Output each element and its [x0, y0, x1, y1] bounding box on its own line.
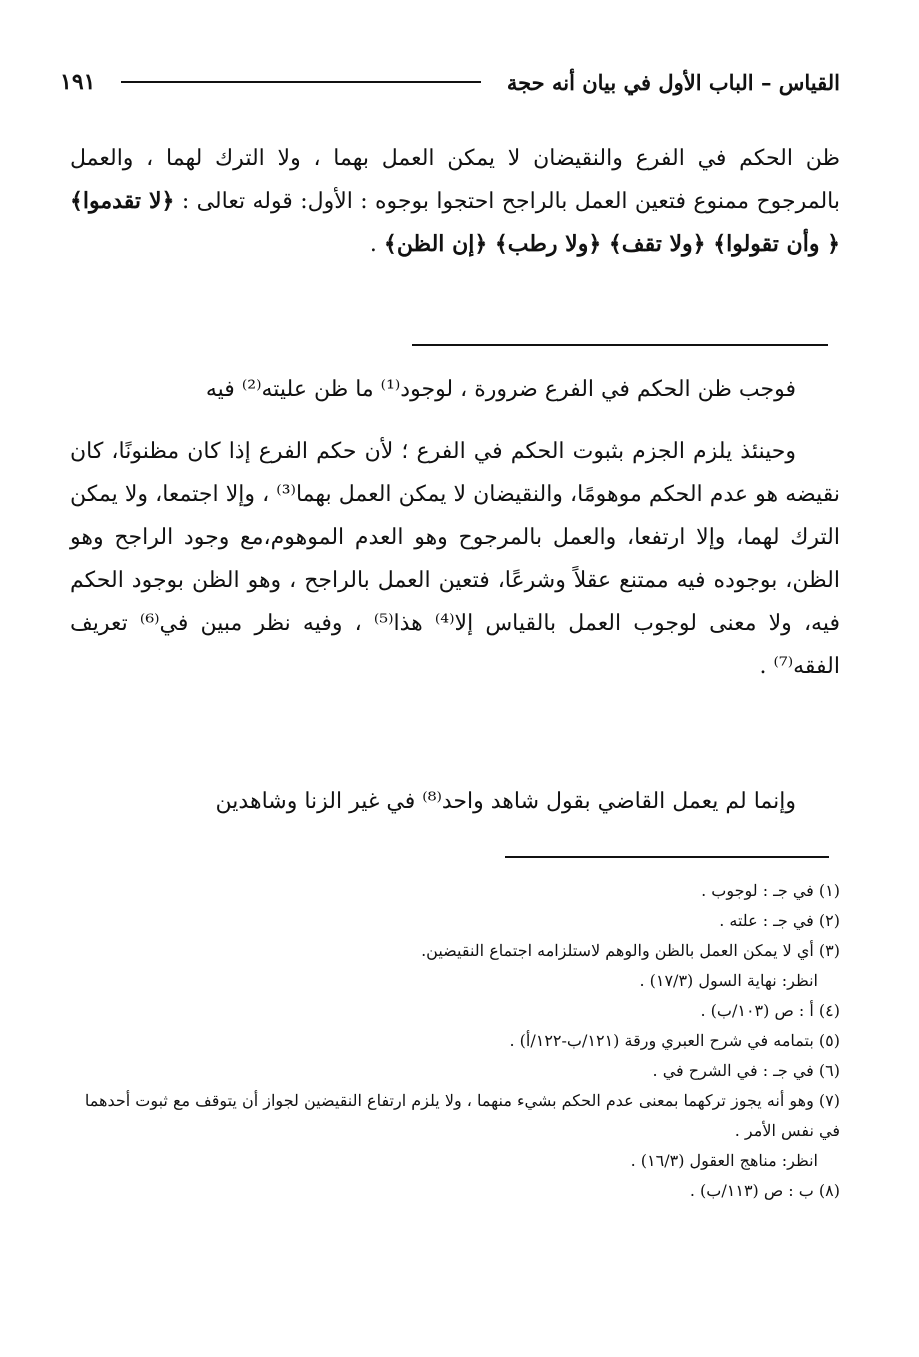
footnotes-list	[70, 876, 840, 1206]
footnote-8: (٨) ب : ص (١١٣/ب) .	[689, 1181, 840, 1200]
paragraph-4: وإنما لم يعمل القاضي بقول شاهد واحد⁽⁸⁾ في غير الزنا وشاهدين	[215, 789, 796, 814]
header-rule	[121, 81, 480, 83]
paragraph-2: فوجب ظن الحكم في الفرع ضرورة ، لوجود⁽¹⁾ ما ظن عليته⁽²⁾ فيه	[205, 377, 796, 402]
paragraph-1	[70, 137, 840, 266]
footnote-1: (١) في جـ : لوجوب .	[701, 881, 840, 900]
footnote-3-reference: انظر: نهاية السول (١٧/٣) .	[639, 971, 818, 990]
running-head: القياس – الباب الأول في بيان أنه حجة	[506, 69, 840, 95]
footnote-2: (٢) في جـ : علته .	[719, 911, 840, 930]
section-rule	[412, 344, 828, 346]
paragraph-1-end: .	[369, 232, 384, 257]
footnote-7-reference: انظر: مناهج العقول (١٦/٣) .	[630, 1151, 818, 1170]
footnote-7: (٧) وهو أنه يجوز تركهما بمعنى عدم الحكم بشيء منهما ، ولا يلزم ارتفاع النقيضين لجواز أن يتوقف مع ثبوت أحدهما في نفس الأمر .	[84, 1091, 840, 1140]
paragraph-3: وحينئذ يلزم الجزم بثبوت الحكم في الفرع ؛ لأن حكم الفرع إذا كان مظنونًا، كان نقيضه هو عدم الحكم موهومًا، والنقيضان لا يمكن العمل بهما⁽³⁾ ، وإلا اجتمعا، ولا يمكن الترك لهما، وإلا ارتفعا، والعمل بالمرجوح وهو العدم الموهوم،مع وجود الراجح وهو الظن، بوجوده فيه ممتنع عقلاً وشرعًا، فتعين العمل بالراجح ، وهو الظن بوجود الحكم فيه، ولا معنى لوجوب العمل بالقياس إلا⁽⁴⁾ هذا⁽⁵⁾ ، وفيه نظر مبين في⁽⁶⁾ تعريف الفقه⁽⁷⁾ .	[70, 439, 840, 679]
footnote-rule	[505, 856, 829, 858]
footnote-6: (٦) في جـ : في الشرح في .	[652, 1061, 840, 1080]
footnote-5: (٥) بتمامه في شرح العبري ورقة (١٢١/ب-١٢٢/أ) .	[509, 1031, 840, 1050]
paragraph-1-text: ظن الحكم في الفرع والنقيضان لا يمكن العمل بهما ، ولا الترك لهما ، والعمل بالمرجوح ممنوع فتعين العمل بالراجح احتجوا بوجوه : الأول: قوله تعالى :	[70, 146, 840, 214]
page-number: ١٩١	[60, 69, 96, 95]
footnote-3: (٣) أي لا يمكن العمل بالظن والوهم لاستلزامه اجتماع النقيضين.	[421, 941, 840, 960]
page-header	[60, 62, 840, 102]
quran-verses: ﴿لا تقدموا﴾ ﴿ وأن تقولوا﴾ ﴿ولا تقف﴾ ﴿ولا رطب﴾ ﴿إن الظن﴾	[70, 188, 840, 257]
footnote-4: (٤) أ : ص (١٠٣/ب) .	[700, 1001, 840, 1020]
